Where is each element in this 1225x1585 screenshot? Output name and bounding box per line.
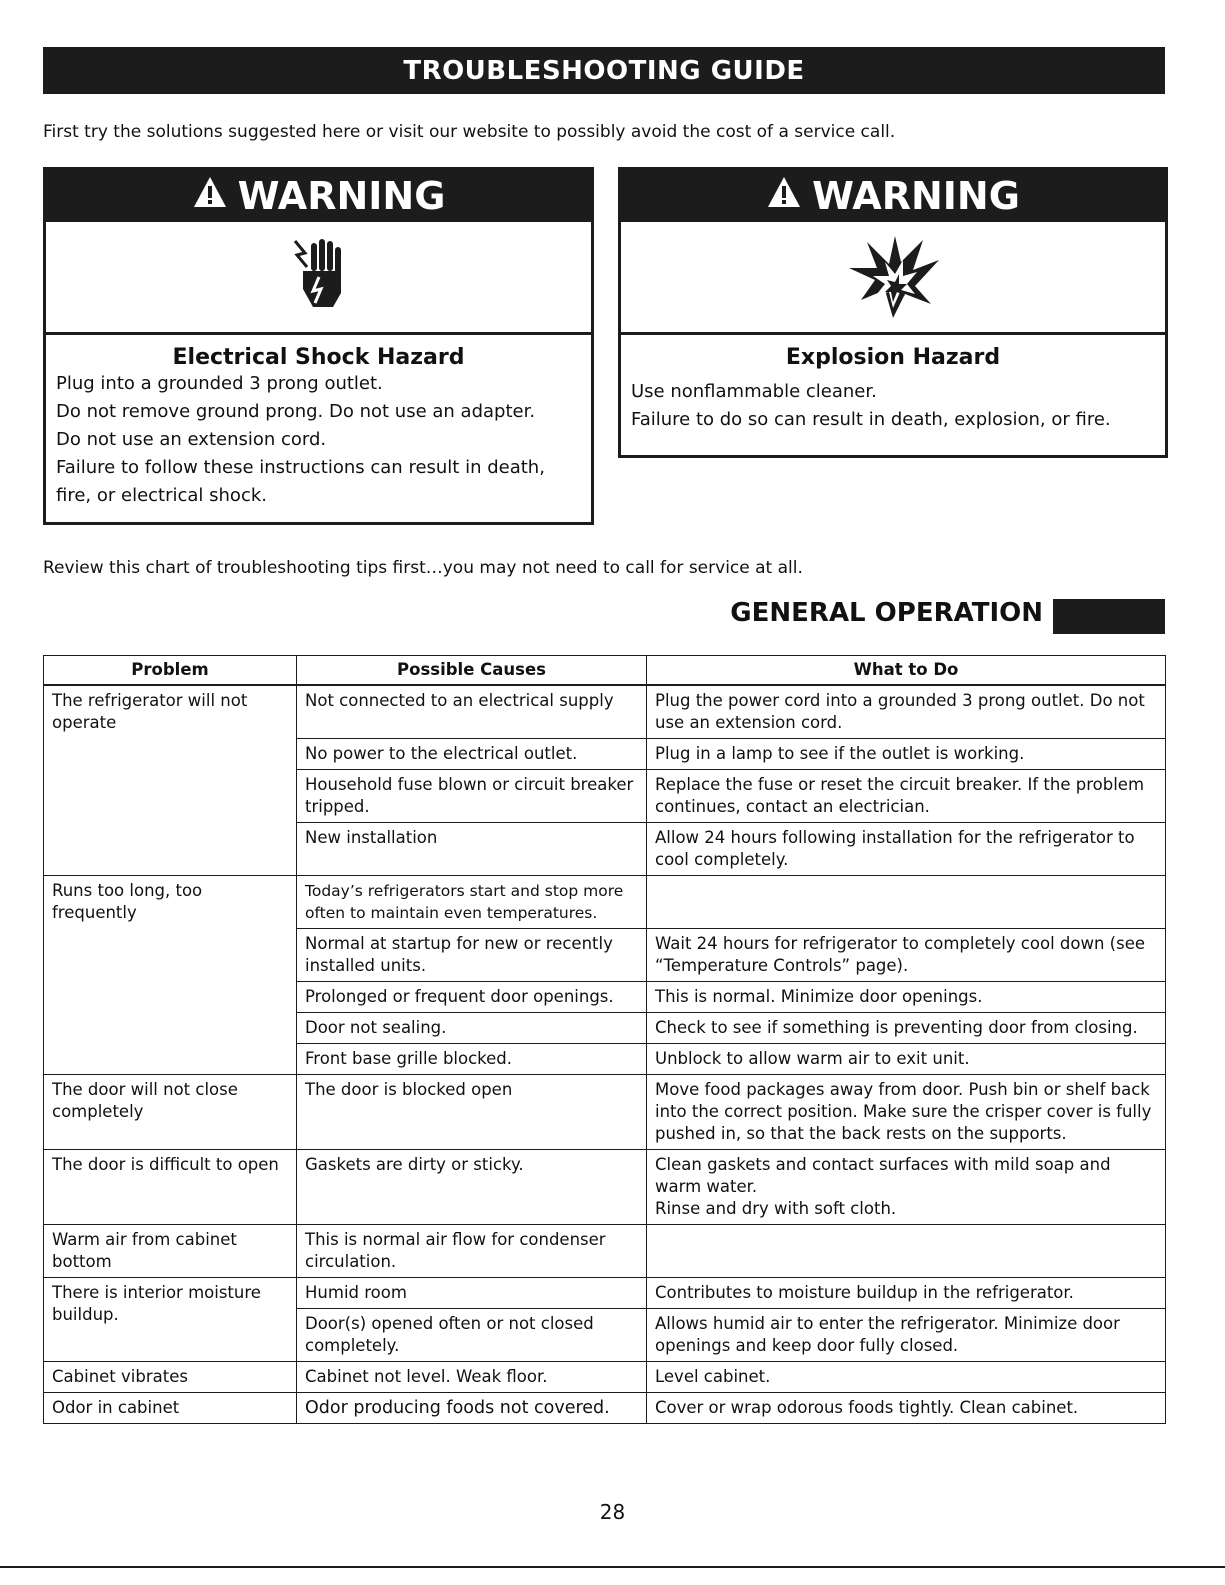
problem-cell: Runs too long, too frequently [44,876,297,1075]
section-title: GENERAL OPERATION [730,598,1043,628]
shock-icon-area [46,222,591,335]
cause-cell: Front base grille blocked. [297,1044,647,1075]
todo-cell: Cover or wrap odorous foods tightly. Clean cabinet. [647,1393,1166,1424]
column-header-todo: What to Do [647,656,1166,686]
intro-text: First try the solutions suggested here or visit our website to possibly avoid the cost of a service call. [43,122,896,142]
cause-cell: Gaskets are dirty or sticky. [297,1150,647,1225]
column-header-problem: Problem [44,656,297,686]
table-row [44,1362,1166,1393]
section-bar [1053,599,1165,634]
cause-cell: No power to the electrical outlet. [297,739,647,770]
table-header-row [44,656,1166,686]
cause-cell: Cabinet not level. Weak floor. [297,1362,647,1393]
todo-cell: This is normal. Minimize door openings. [647,982,1166,1013]
warning-header [46,170,591,222]
page-number: 28 [599,1500,626,1524]
todo-cell: Allows humid air to enter the refrigerator. Minimize door openings and keep door fully closed. [647,1309,1166,1362]
problem-cell: The door will not close completely [44,1075,297,1150]
hazard-instructions [46,370,591,510]
problem-cell: The door is difficult to open [44,1150,297,1225]
explosion-warning [618,167,1168,458]
cause-cell: Door(s) opened often or not closed completely. [297,1309,647,1362]
hazard-line: Plug into a grounded 3 prong outlet. [56,373,383,394]
problem-cell: There is interior moisture buildup. [44,1278,297,1362]
electrical-shock-warning [43,167,594,525]
page-title: TROUBLESHOOTING GUIDE [43,47,1165,94]
cause-cell: Humid room [297,1278,647,1309]
hazard-line: fire, or electrical shock. [56,485,267,506]
problem-cell: Warm air from cabinet bottom [44,1225,297,1278]
warning-label: WARNING [812,174,1020,218]
todo-cell: Wait 24 hours for refrigerator to completely cool down (see “Temperature Controls” page). [647,929,1166,982]
hazard-instructions [621,378,1165,434]
hazard-line: Failure to do so can result in death, explosion, or fire. [631,409,1111,430]
cause-cell: Household fuse blown or circuit breaker tripped. [297,770,647,823]
cause-cell: Not connected to an electrical supply [297,685,647,739]
todo-cell [647,1225,1166,1278]
table-row [44,1075,1166,1150]
warning-label: WARNING [237,174,446,218]
table-row [44,685,1166,739]
table-row [44,1393,1166,1424]
problem-cell: The refrigerator will not operate [44,685,297,876]
todo-cell: Replace the fuse or reset the circuit breaker. If the problem continues, contact an electrician. [647,770,1166,823]
review-text: Review this chart of troubleshooting tips first…you may not need to call for service at all. [43,558,803,578]
warning-triangle-icon [766,174,802,218]
todo-cell: Move food packages away from door. Push bin or shelf back into the correct position. Make sure the crisper cover is fully pushed in, so that the back rests on the supports. [647,1075,1166,1150]
table-row [44,1225,1166,1278]
table-row [44,876,1166,929]
column-header-causes: Possible Causes [297,656,647,686]
cause-cell: Today’s refrigerators start and stop more often to maintain even temperatures. [297,876,647,929]
todo-cell: Check to see if something is preventing door from closing. [647,1013,1166,1044]
todo-cell [647,876,1166,929]
hazard-title: Electrical Shock Hazard [172,345,465,370]
table-row [44,1278,1166,1309]
todo-cell: Clean gaskets and contact surfaces with mild soap and warm water. Rinse and dry with soft cloth. [647,1150,1166,1225]
cause-cell: The door is blocked open [297,1075,647,1150]
explosion-icon [843,230,943,324]
hazard-line: Failure to follow these instructions can result in death, [56,457,545,478]
cause-cell: Normal at startup for new or recently installed units. [297,929,647,982]
bottom-divider [0,1566,1225,1568]
explosion-icon-area [621,222,1165,335]
cause-cell: New installation [297,823,647,876]
troubleshooting-table [43,655,1166,1424]
problem-cell: Odor in cabinet [44,1393,297,1424]
table-row [44,1150,1166,1225]
hazard-line: Do not remove ground prong. Do not use an adapter. [56,401,536,422]
todo-cell: Level cabinet. [647,1362,1166,1393]
cause-cell: Prolonged or frequent door openings. [297,982,647,1013]
problem-cell: Cabinet vibrates [44,1362,297,1393]
warning-header [621,170,1165,222]
todo-cell: Contributes to moisture buildup in the refrigerator. [647,1278,1166,1309]
warning-triangle-icon [192,174,228,218]
hazard-title: Explosion Hazard [785,345,1001,370]
todo-cell: Unblock to allow warm air to exit unit. [647,1044,1166,1075]
cause-cell: Odor producing foods not covered. [297,1393,647,1424]
cause-cell: Door not sealing. [297,1013,647,1044]
todo-cell: Plug the power cord into a grounded 3 prong outlet. Do not use an extension cord. [647,685,1166,739]
todo-cell: Allow 24 hours following installation for the refrigerator to cool completely. [647,823,1166,876]
electrical-shock-hand-icon [289,237,349,317]
todo-cell: Plug in a lamp to see if the outlet is working. [647,739,1166,770]
hazard-line: Use nonflammable cleaner. [631,381,877,402]
cause-cell: This is normal air flow for condenser circulation. [297,1225,647,1278]
hazard-line: Do not use an extension cord. [56,429,327,450]
